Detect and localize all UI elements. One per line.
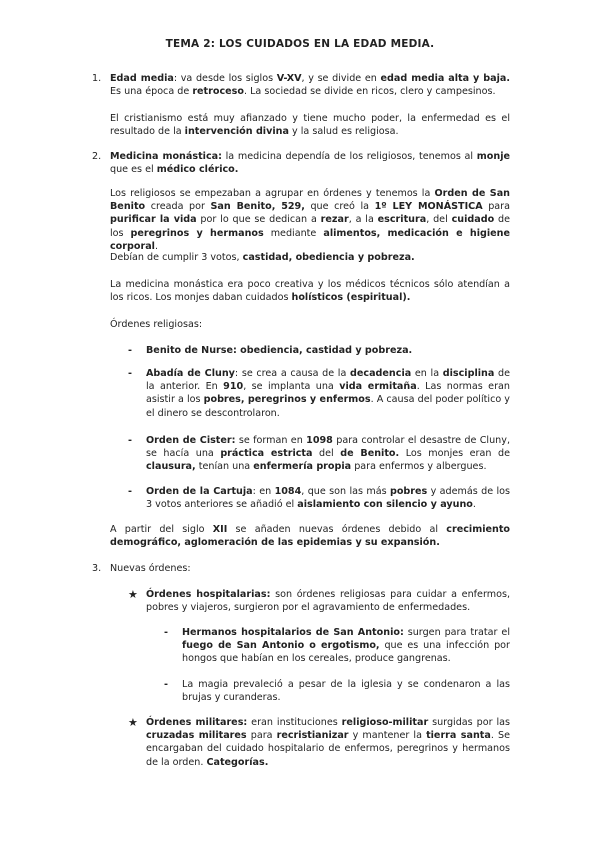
text: eran instituciones — [247, 717, 342, 728]
bold-text: cuidado — [451, 214, 495, 226]
bold-text: Órdenes hospitalarias: — [146, 589, 271, 600]
text: . Las normas eran asistir a los — [146, 381, 510, 406]
text: . — [472, 499, 476, 511]
bold-text: decadencia — [350, 368, 412, 379]
bullet-abadia-de-cluny — [146, 367, 510, 420]
bold-text: 1084 — [274, 486, 302, 497]
bold-text: cruzadas militares — [146, 730, 247, 742]
bold-text: Orden de Cister: — [146, 435, 236, 446]
text: se forman en — [235, 435, 307, 446]
bullet-dash: - — [128, 486, 132, 497]
section-2-paragraph-4 — [110, 278, 510, 304]
text: , a la — [348, 214, 378, 226]
bullet-dash: - — [128, 435, 132, 446]
text: Debían de cumplir 3 votos, — [110, 252, 243, 263]
section-1-number: 1. — [92, 73, 102, 84]
section-3-number: 3. — [92, 563, 102, 574]
bold-text: aislamiento con silencio y ayuno — [297, 499, 473, 511]
bold-text: médico clérico. — [156, 164, 239, 176]
bold-text: Orden de San Benito — [110, 188, 510, 213]
text: La magia prevaleció a pesar de la iglesia y se condenaron a las brujas y curanderas. — [182, 679, 510, 704]
text: de los — [110, 214, 511, 239]
bold-text: práctica estricta — [220, 448, 313, 460]
bold-text: crecimiento demográfico, aglomeración de las epidemias y su expansión. — [110, 524, 510, 549]
bullet-benito-de-nurse — [146, 344, 510, 357]
bold-text: San Benito, 529, — [210, 201, 305, 213]
text: que es una infección por hongos que habían en los cereales, produce gangrenas. — [182, 640, 510, 665]
nuevas-ordenes-label: Nuevas órdenes: — [110, 563, 191, 574]
page-title: TEMA 2: LOS CUIDADOS EN LA EDAD MEDIA. — [165, 38, 435, 50]
text: . A causa del poder político y el dinero se descontrolaron. — [146, 394, 510, 419]
section-2-paragraph-2 — [110, 187, 510, 253]
text: , y se divide en — [301, 73, 381, 84]
bold-text: castidad, obediencia y pobreza. — [242, 252, 415, 263]
bold-text: V-XV — [276, 73, 302, 84]
bold-text: enfermería propia — [253, 461, 352, 473]
text: que es el — [110, 164, 157, 176]
bullet-dash: - — [128, 345, 132, 356]
bold-text: disciplina — [442, 368, 495, 379]
bullet-dash: - — [128, 368, 132, 379]
text: . — [154, 240, 159, 252]
bold-text: Abadía de Cluny — [146, 368, 235, 379]
text: , del — [426, 214, 452, 226]
bold-text: pobres, peregrinos y enfermos — [203, 394, 371, 406]
text: tenían una — [195, 461, 254, 473]
ordenes-religiosas-label: Órdenes religiosas: — [110, 319, 203, 330]
bold-text: 910 — [223, 381, 244, 393]
text: la medicina dependía de los religiosos, tenemos al — [221, 151, 477, 162]
bold-text: fuego de San Antonio o ergotismo, — [182, 640, 380, 652]
text: : se crea a causa de la — [234, 368, 351, 379]
bold-text: de Benito. — [340, 448, 400, 460]
text: : en — [252, 486, 275, 497]
bold-text: edad media alta y baja. — [380, 73, 511, 84]
text: para enfermos y albergues. — [351, 461, 487, 473]
bold-text: Órdenes militares: — [146, 717, 248, 728]
text: para — [482, 201, 511, 213]
text: . La sociedad se divide en ricos, clero y campesinos. — [243, 86, 496, 98]
bold-text: Orden de la Cartuja — [146, 486, 253, 497]
text: para controlar el desastre de Cluny, se hacía una — [146, 435, 510, 460]
bold-text: holísticos (espiritual). — [291, 292, 411, 304]
bold-text: escritura — [377, 214, 427, 226]
bold-text: monje — [476, 151, 510, 162]
text: en la — [411, 368, 443, 379]
text: . Se encargaban del cuidado hospitalario de enfermos, peregrinos y hermanos de la orden. — [146, 730, 510, 768]
section-2-paragraph-3 — [110, 251, 510, 264]
bold-text: recristianizar — [276, 730, 349, 742]
star-item-ordenes-militares — [146, 716, 510, 769]
bold-text: retroceso — [192, 86, 244, 98]
sub-bullet-la-magia — [182, 678, 510, 704]
bullet-orden-de-la-cartuja — [146, 485, 510, 511]
text: Es una época de — [110, 86, 193, 98]
text: Los religiosos se empezaban a agrupar en órdenes y tenemos la — [110, 188, 435, 199]
bold-text: intervención divina — [184, 126, 289, 138]
text: A partir del siglo — [110, 524, 213, 535]
sub-bullet-hermanos-hospitalarios — [182, 626, 510, 666]
bold-text: tierra santa — [426, 730, 491, 742]
text: para — [246, 730, 277, 742]
bold-text: 1098 — [306, 435, 333, 446]
bold-text: XII — [212, 524, 228, 535]
text: , que son las más — [301, 486, 390, 497]
text: del — [312, 448, 341, 460]
sub-bullet-dash: - — [164, 679, 168, 690]
bold-text: purificar la vida — [110, 214, 197, 226]
text: surgen para tratar el — [403, 627, 510, 638]
star-bullet-icon: ★ — [128, 716, 138, 729]
text: son órdenes religiosas para cuidar a enfermos, pobres y viajeros, surgieron por el agravamiento de enfermedades. — [146, 589, 510, 614]
bold-text: religioso-militar — [341, 717, 429, 728]
section-2-paragraph-5 — [110, 523, 510, 549]
bold-text: Categorías. — [206, 756, 269, 768]
star-item-ordenes-hospitalarias — [146, 588, 510, 614]
text: : va desde los siglos — [173, 73, 277, 84]
bullet-orden-de-cister — [146, 434, 510, 474]
text: de la anterior. En — [146, 368, 510, 393]
text: por lo que se dedican a — [196, 214, 321, 226]
text: y además de los 3 votos anteriores se añadió el — [146, 486, 510, 511]
bold-text: Hermanos hospitalarios de San Antonio: — [182, 627, 404, 638]
text: creada por — [145, 201, 211, 213]
text: La medicina monástica era poco creativa y los médicos técnicos sólo atendían a los ricos. Los monjes daban cuidados — [110, 279, 510, 304]
text: Los monjes eran de — [399, 448, 510, 460]
bold-text: Benito de Nurse: obediencia, castidad y pobreza. — [146, 345, 413, 356]
text: se añaden nuevas órdenes debido al — [227, 524, 447, 535]
text: que creó la — [304, 201, 375, 213]
section-1-paragraph-2 — [110, 112, 510, 138]
bold-text: rezar — [320, 214, 349, 226]
bold-text: 1º LEY MONÁSTICA — [374, 201, 483, 213]
text: El cristianismo está muy afianzado y tiene mucho poder, la enfermedad es el resultado de la — [110, 113, 510, 138]
text: surgidas por las — [428, 717, 511, 728]
bold-text: Medicina monástica: — [110, 151, 222, 162]
text: , se implanta una — [243, 381, 340, 393]
bold-text: clausura, — [146, 461, 196, 473]
section-2-paragraph-1 — [110, 150, 510, 176]
section-1-paragraph-1 — [110, 72, 510, 98]
bold-text: alimentos, medicación e higiene corporal — [110, 227, 510, 252]
bold-text: Edad media — [110, 73, 174, 84]
bold-text: pobres — [389, 486, 428, 497]
section-2-number: 2. — [92, 151, 102, 162]
sub-bullet-dash: - — [164, 627, 168, 638]
bold-text: peregrinos y hermanos — [130, 227, 264, 239]
text: mediante — [263, 227, 324, 239]
bold-text: vida ermitaña — [339, 381, 417, 393]
text: y mantener la — [348, 730, 427, 742]
text: y la salud es religiosa. — [288, 126, 399, 138]
star-bullet-icon: ★ — [128, 588, 138, 601]
